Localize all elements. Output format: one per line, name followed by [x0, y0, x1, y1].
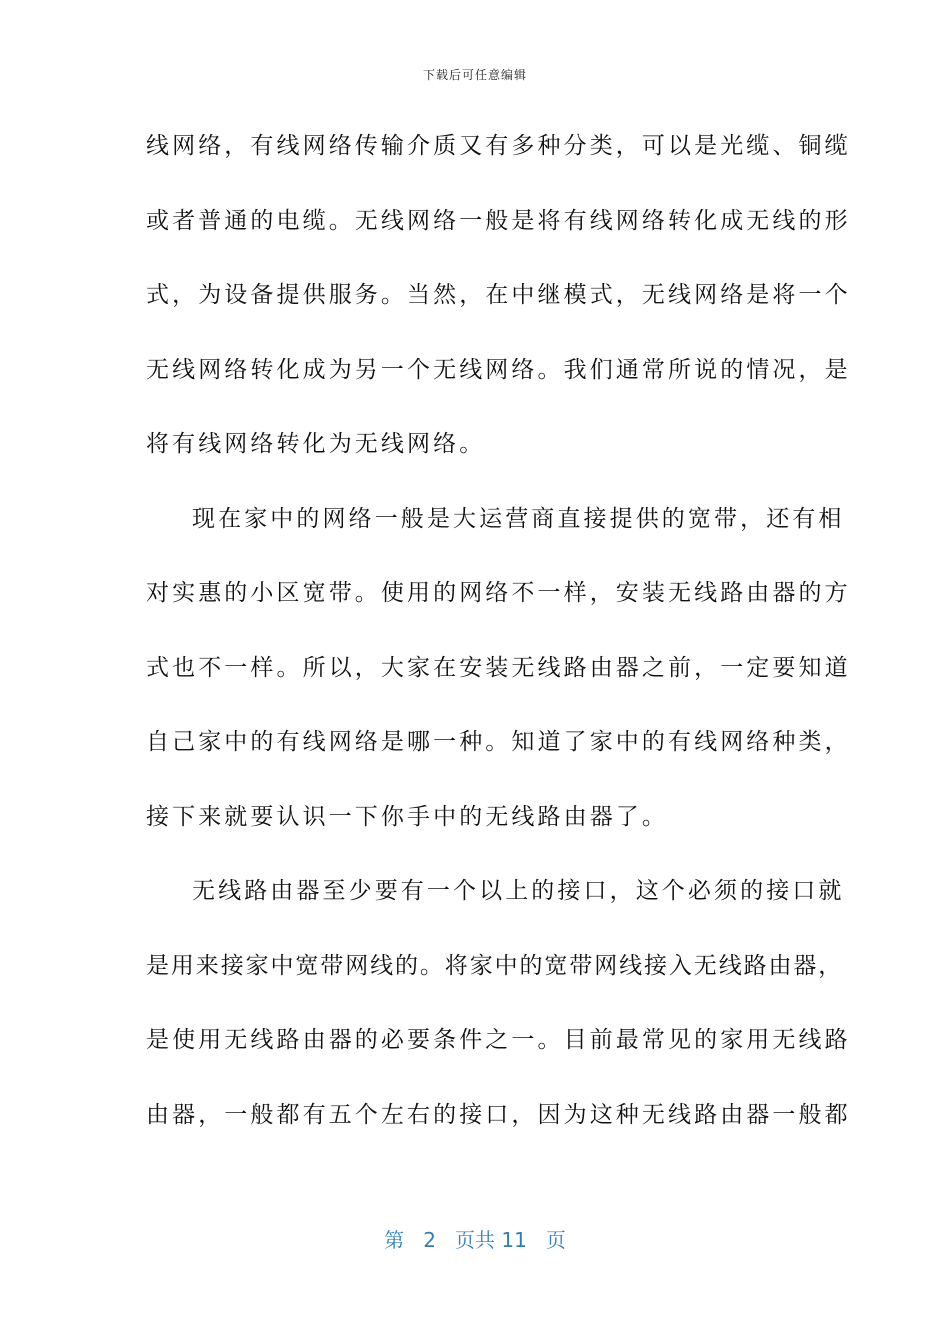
- page-footer: [0, 1224, 950, 1253]
- text-line: 无线网络转化成为另一个无线网络。我们通常所说的情况，是: [146, 356, 851, 383]
- page-total: 11: [501, 1228, 527, 1252]
- text-line: 由器，一般都有五个左右的接口，因为这种无线路由器一般都: [146, 1101, 851, 1128]
- page-middle: 页共: [455, 1228, 495, 1252]
- text-line: 将有线网络转化为无线网络。: [146, 431, 486, 457]
- text-line: 式也不一样。所以，大家在安装无线路由器之前，一定要知道: [146, 654, 851, 681]
- document-body: [146, 118, 851, 1161]
- paragraph-start-line: 现在家中的网络一般是大运营商直接提供的宽带，还有相: [192, 505, 845, 532]
- paragraph-start-line: 无线路由器至少要有一个以上的接口，这个必须的接口就: [192, 878, 845, 904]
- text-line: 对实惠的小区宽带。使用的网络不一样，安装无线路由器的方: [146, 580, 851, 606]
- text-line: 或者普通的电缆。无线网络一般是将有线网络转化成无线的形: [146, 207, 851, 234]
- page-number: 2: [423, 1228, 436, 1252]
- page-prefix: 第: [384, 1228, 405, 1252]
- text-line: 自己家中的有线网络是哪一种。知道了家中的有线网络种类，: [146, 729, 851, 755]
- text-line: 是用来接家中宽带网线的。将家中的宽带网线接入无线路由器，: [146, 952, 844, 979]
- text-line: 接下来就要认识一下你手中的无线路由器了。: [146, 803, 668, 830]
- text-line: 线网络，有线网络传输介质又有多种分类，可以是光缆、铜缆: [146, 133, 851, 159]
- page-suffix: 页: [545, 1228, 566, 1252]
- text-line: 是使用无线路由器的必要条件之一。目前最常见的家用无线路: [146, 1027, 851, 1053]
- header-note: 下载后可任意编辑: [422, 68, 527, 82]
- text-line: 式，为设备提供服务。当然，在中继模式，无线网络是将一个: [146, 282, 851, 308]
